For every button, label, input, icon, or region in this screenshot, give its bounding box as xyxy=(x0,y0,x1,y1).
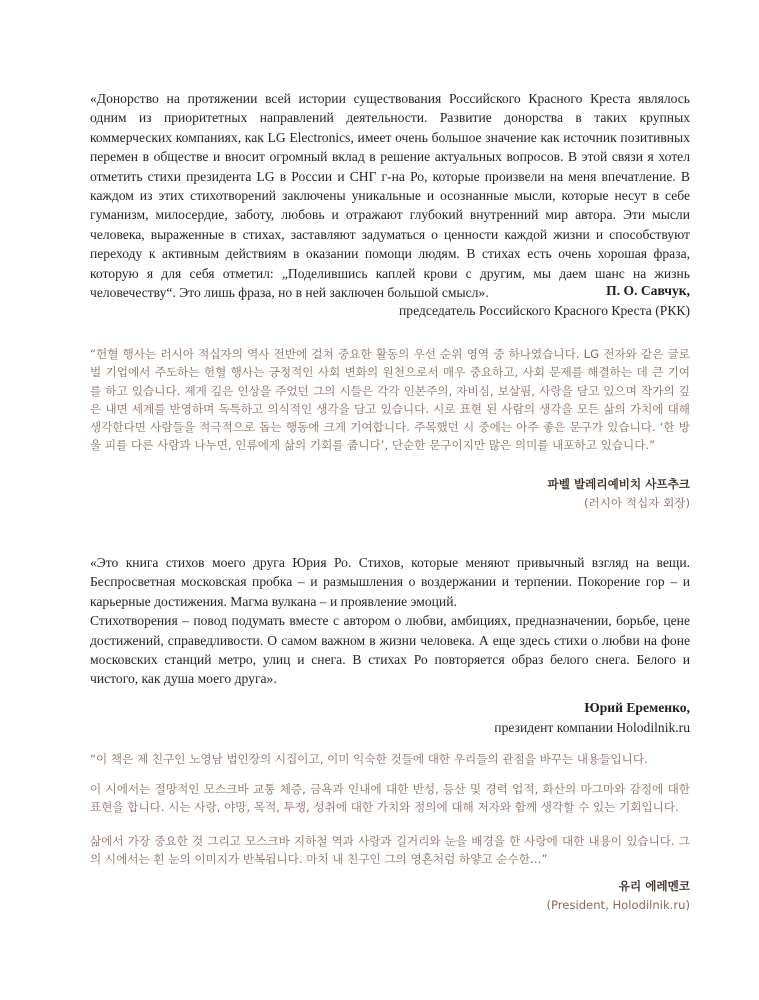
quote1-ko-signature xyxy=(90,475,690,513)
quote2-ru-body xyxy=(90,553,690,689)
quote2-ko-paragraph-3: 삶에서 가장 중요한 것 그리고 모스크바 지하철 역과 사랑과 길거리와 눈을 배경을 한 사랑에 대한 내용이 있습니다. 그의 시에서는 흰 눈의 이미지가 반복됩니다. 마치 내 친구인 그의 영혼처럼 하얗고 순수한…” xyxy=(90,834,690,867)
quote1-ru-role: председатель Российского Красного Креста (РКК) xyxy=(399,303,690,318)
quote1-ru-text: «Донорство на протяжении всей истории существования Российского Красного Креста являлось одним из приоритетных направлений деятельности. Развитие донорства в таких крупных коммерческих компаниях, как LG Electronics, имеет очень большое значение как источник позитивных перемен в обществе и вносит огромный вклад в решение актуальных вопросов. В этой связи я хотел отметить стихи президента LG в России и СНГ г-на Ро, которые произвели на меня впечатление. В каждом из этих стихотворений заключены уникальные и осознанные мысли, которые несут в себе гуманизм, милосердие, заботу, любовь и отражают глубокий внутренний мир автора. Эти мысли человека, выраженные в стихах, заставляют задуматься о ценности каждой жизни и способствуют переходу к активным действиям в оказании помощи людям. В стихах есть очень хорошая фраза, которую я для себя отметил: „Поделившись каплей крови с другим, мы даем шанс на жизнь человечеству“. Это лишь фраза, но в ней заключен большой смысл». xyxy=(90,91,690,301)
quote2-ko-author: 유리 에레멘코 xyxy=(618,879,690,893)
quote2-ru-paragraph-2: Стихотворения – повод подумать вместе с автором о любви, амбициях, предназначении, борьбе, цене достижений, справедливости. О самом важном в жизни человека. А еще здесь стихи о любви на фоне московских станций метро, улиц и снега. В стихах Ро повторяется образ белого снега. Белого и чистого, как душа моего друга». xyxy=(90,613,690,687)
quote2-ko-signature xyxy=(90,877,690,915)
quote1-ru-signature xyxy=(90,281,690,321)
quote2-ru-author: Юрий Еременко, xyxy=(584,700,690,715)
quote2-ru-signature xyxy=(90,698,690,738)
quote2-ru-paragraph-1: «Это книга стихов моего друга Юрия Ро. Стихов, которые меняют привычный взгляд на вещи. Беспросветная московская пробка – и размышления о воздержании и терпении. Покорение гор – и карьерные достижения. Магма вулкана – и проявление эмоций. xyxy=(90,555,690,609)
quote2-ko-role: (President, Holodilnik.ru) xyxy=(546,898,690,912)
quote2-ru-role: президент компании Holodilnik.ru xyxy=(494,720,690,735)
quote2-ko-paragraph-2: 이 시에서는 절망적인 모스크바 교통 체증, 금욕과 인내에 대한 반성, 등산 및 경력 업적, 화산의 마그마와 감정에 대한 표현을 합니다. 시는 사랑, 야망, 목적, 투쟁, 성취에 대한 가치와 정의에 대해 저자와 함께 생각할 수 있는 기회입니다. xyxy=(90,782,690,815)
quote1-ru-author: П. О. Савчук, xyxy=(606,283,690,298)
quote1-ko-author: 파벨 발레리예비치 사프추크 xyxy=(547,477,690,491)
quote2-ko-paragraph-1: “이 책은 제 친구인 노영남 법인장의 시집이고, 이미 익숙한 것들에 대한 우리들의 관점을 바꾸는 내용들입니다. xyxy=(90,752,648,766)
quote1-ko-role: (러시아 적십자 회장) xyxy=(583,496,690,510)
quote1-ko-text: “헌혈 행사는 러시아 적십자의 역사 전반에 걸쳐 중요한 활동의 우선 순위 영역 중 하나였습니다. LG 전자와 같은 글로벌 기업에서 주도하는 헌혈 행사는 긍정적인 사회 변화의 원천으로서 매우 중요하고, 사회 문제를 해결하는 데 큰 기여를 하고 있습니다. 제게 깊은 인상을 주었던 그의 시들은 각각 인본주의, 자비심, 보살핌, 사랑을 담고 있으며 작가의 깊은 내면 세계를 반영하며 독특하고 의식적인 생각을 담고 있습니다. 시로 표현 된 사람의 생각을 모든 삶의 가치에 대해 생각한다면 사람들을 적극적으로 돕는 행동에 크게 기여합니다. 주목했던 시 중에는 아주 좋은 문구가 있습니다. ‘한 방울 피를 다른 사람과 나누면, 인류에게 삶의 기회를 줍니다’, 단순한 문구이지만 많은 의미를 내포하고 있습니다.” xyxy=(90,347,690,453)
